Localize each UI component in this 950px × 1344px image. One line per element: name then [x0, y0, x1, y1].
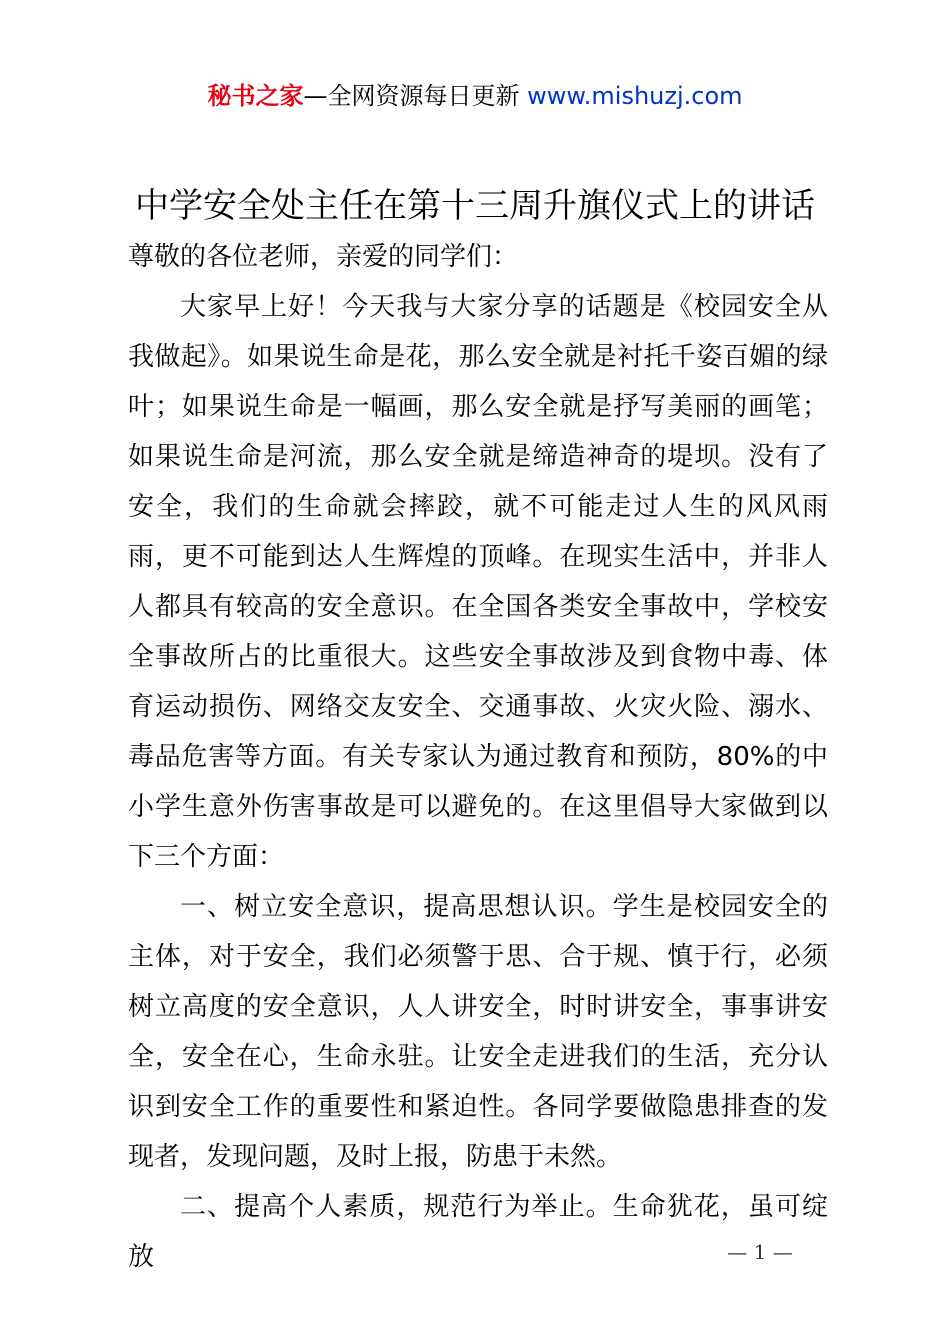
document-title: 中学安全处主任在第十三周升旗仪式上的讲话: [135, 186, 815, 226]
brand-name: 秘书之家: [207, 82, 304, 110]
paragraph-section-2: 二、提高个人素质，规范行为举止。生命犹花，虽可绽放: [128, 1192, 828, 1272]
site-url-link[interactable]: www.mishuzj.com: [527, 82, 743, 110]
paragraph-intro: 大家早上好！今天我与大家分享的话题是《校园安全从我做起》。如果说生命是花，那么安全就是衬托千姿百媚的绿叶；如果说生命是一幅画，那么安全就是抒写美丽的画笔；如果说生命是河流，那么安全就是缔造神奇的堤坝。没有了安全，我们的生命就会摔跤，就不可能走过人生的风风雨雨，更不可能到达人生辉煌的顶峰。在现实生活中，并非人人都具有较高的安全意识。在全国各类安全事故中，学校安全事故所占的比重很大。这些安全事故涉及到食物中毒、体育运动损伤、网络交友安全、交通事故、火灾火险、溺水、毒品危害等方面。有关专家认为通过教育和预防，80%的中小学生意外伤害事故是可以避免的。在这里倡导大家做到以下三个方面：: [128, 292, 828, 872]
paragraph-section-1: 一、树立安全意识，提高思想认识。学生是校园安全的主体，对于安全，我们必须警于思、合于规、慎于行，必须树立高度的安全意识，人人讲安全，时时讲安全，事事讲安全，安全在心，生命永驻。让安全走进我们的生活，充分认识到安全工作的重要性和紧迫性。各同学要做隐患排查的发现者，发现问题，及时上报，防患于未然。: [128, 892, 828, 1172]
page-number: — 1 —: [727, 1240, 793, 1264]
document-body: [128, 232, 828, 1282]
site-header: [0, 78, 950, 114]
header-tagline: —全网资源每日更新: [303, 82, 520, 110]
salutation: 尊敬的各位老师，亲爱的同学们：: [128, 242, 519, 272]
